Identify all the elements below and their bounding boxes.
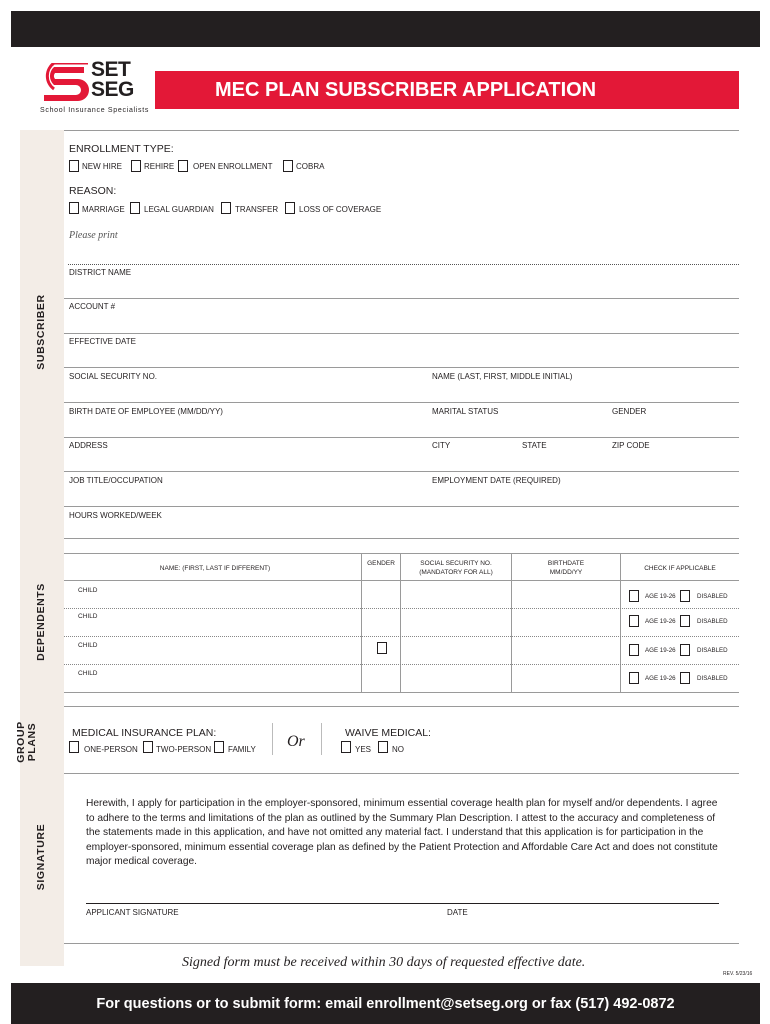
table-row-line	[64, 664, 739, 665]
address-label: ADDRESS	[69, 441, 108, 450]
name-label: NAME (LAST, FIRST, MIDDLE INITIAL)	[432, 372, 573, 381]
child-row-label: CHILD	[78, 587, 98, 594]
checkbox-disabled[interactable]	[680, 590, 690, 602]
checkbox-label: ONE-PERSON	[84, 745, 138, 754]
checkbox-disabled[interactable]	[680, 644, 690, 656]
checkbox-one-person[interactable]	[69, 741, 79, 753]
gender-label: GENDER	[612, 407, 647, 416]
section-label-dependents: DEPENDENTS	[35, 583, 47, 661]
section-label-subscriber: SUBSCRIBER	[35, 294, 47, 370]
address-field[interactable]	[64, 471, 739, 472]
reason-label: REASON:	[69, 185, 117, 197]
logo-text-seg: SEG	[91, 78, 134, 101]
checkbox-age-19-26[interactable]	[629, 672, 639, 684]
checkbox-label: FAMILY	[228, 745, 256, 754]
dep-col-gender: GENDER	[367, 560, 395, 567]
dep-col-birthdate	[512, 559, 620, 577]
form-title: MEC PLAN SUBSCRIBER APPLICATION	[155, 71, 739, 109]
checkbox-two-person[interactable]	[143, 741, 153, 753]
checkbox-waive-no[interactable]	[378, 741, 388, 753]
attestation-paragraph: Herewith, I apply for participation in the employer-sponsored, minimum essential coverage health plan for myself and/or dependents. I agree to adhere to the terms and limitations of the plan as outlined by the Summary Plan Description. I attest to the accuracy and completeness of the statements made in this application, and have not omitted any material fact. I understand that this application is for participation in the employer-sponsored, minimum essential coverage plan as defined by the Patient Protection and Affordable Care Act and does not constitute major medical coverage.	[86, 798, 718, 867]
checkbox-family[interactable]	[214, 741, 224, 753]
disabled-label: DISABLED	[697, 593, 728, 600]
checkbox-label: LOSS OF COVERAGE	[299, 205, 382, 214]
dep-col-birth-line2: MM/DD/YY	[549, 569, 583, 576]
checkbox-gender[interactable]	[377, 642, 387, 654]
checkbox-marriage[interactable]	[69, 202, 79, 214]
dep-col-name: NAME: (FIRST, LAST IF DIFFERENT)	[159, 565, 271, 572]
please-print-note: Please print	[69, 230, 118, 241]
group-plans-line1: GROUP	[15, 721, 27, 763]
checkbox-label: REHIRE	[144, 162, 175, 171]
child-row-label: CHILD	[78, 670, 98, 677]
dep-col-birth-line1: BIRTHDATE	[547, 560, 585, 567]
table-header-line	[64, 580, 739, 581]
revision-label: REV. 5/23/16	[723, 971, 753, 977]
logo-s-mark-icon	[38, 63, 94, 104]
effective-date-label: EFFECTIVE DATE	[69, 337, 136, 346]
section-divider	[64, 773, 739, 774]
signature-line[interactable]	[86, 903, 719, 904]
district-name-field[interactable]	[64, 298, 739, 299]
group-plans-line2: PLANS	[26, 722, 38, 762]
birth-date-label: BIRTH DATE OF EMPLOYEE (MM/DD/YY)	[69, 407, 223, 416]
employment-date-label: EMPLOYMENT DATE (REQUIRED)	[432, 476, 561, 485]
child-row-label: CHILD	[78, 642, 98, 649]
logo-text-set: SET	[91, 58, 131, 81]
birth-marital-field[interactable]	[64, 437, 739, 438]
section-label-signature: SIGNATURE	[35, 823, 47, 891]
dep-col-check: CHECK IF APPLICABLE	[644, 565, 716, 572]
top-bar	[11, 11, 760, 47]
checkbox-waive-yes[interactable]	[341, 741, 351, 753]
tagline: School Insurance Specialists	[40, 107, 150, 114]
checkbox-label: COBRA	[296, 162, 325, 171]
table-row-line	[64, 636, 739, 637]
submission-deadline-note: Signed form must be received within 30 days of requested effective date.	[182, 955, 586, 970]
checkbox-new-hire[interactable]	[69, 160, 79, 172]
age-label: AGE 19-26	[645, 618, 676, 625]
district-name-label: DISTRICT NAME	[69, 268, 132, 277]
checkbox-label: TWO-PERSON	[156, 745, 212, 754]
field-line	[68, 264, 739, 265]
footer-contact-text: For questions or to submit form: email enrollment@setseg.org or fax (517) 492-0872	[96, 995, 675, 1012]
checkbox-open-enrollment[interactable]	[178, 160, 188, 172]
table-divider	[361, 553, 362, 693]
checkbox-age-19-26[interactable]	[629, 590, 639, 602]
checkbox-label: OPEN ENROLLMENT	[193, 162, 273, 171]
dep-col-ssn-line2: (MANDATORY FOR ALL)	[419, 569, 493, 576]
account-label: ACCOUNT #	[69, 302, 116, 311]
checkbox-legal-guardian[interactable]	[130, 202, 140, 214]
city-label: CITY	[432, 441, 451, 450]
checkbox-label: NO	[392, 745, 404, 754]
or-text: Or	[287, 733, 305, 750]
ssn-label: SOCIAL SECURITY NO.	[69, 372, 158, 381]
or-divider-right	[321, 723, 322, 755]
ssn-name-field[interactable]	[64, 402, 739, 403]
job-field[interactable]	[64, 506, 739, 507]
or-divider-left	[272, 723, 273, 755]
marital-status-label: MARITAL STATUS	[432, 407, 499, 416]
checkbox-label: TRANSFER	[235, 205, 279, 214]
zip-label: ZIP CODE	[612, 441, 650, 450]
effective-date-field[interactable]	[64, 367, 739, 368]
child-row-label: CHILD	[78, 613, 98, 620]
checkbox-disabled[interactable]	[680, 672, 690, 684]
applicant-signature-label: APPLICANT SIGNATURE	[86, 908, 179, 917]
section-label-group-plans	[16, 712, 38, 772]
hours-label: HOURS WORKED/WEEK	[69, 511, 162, 520]
checkbox-label: LEGAL GUARDIAN	[144, 205, 214, 214]
table-row-line	[64, 608, 739, 609]
checkbox-label: YES	[355, 745, 372, 754]
checkbox-disabled[interactable]	[680, 615, 690, 627]
waive-medical-label: WAIVE MEDICAL:	[345, 727, 431, 739]
age-label: AGE 19-26	[645, 593, 676, 600]
dep-col-ssn	[401, 559, 511, 577]
enrollment-type-label: ENROLLMENT TYPE:	[69, 143, 174, 155]
disabled-label: DISABLED	[697, 647, 728, 654]
state-label: STATE	[522, 441, 547, 450]
disabled-label: DISABLED	[697, 675, 728, 682]
table-divider	[620, 553, 621, 693]
checkbox-cobra[interactable]	[283, 160, 293, 172]
dep-col-ssn-line1: SOCIAL SECURITY NO.	[420, 560, 492, 567]
disabled-label: DISABLED	[697, 618, 728, 625]
job-title-label: JOB TITLE/OCCUPATION	[69, 476, 163, 485]
section-divider	[64, 706, 739, 707]
checkbox-age-19-26[interactable]	[629, 615, 639, 627]
section-divider	[64, 943, 739, 944]
age-label: AGE 19-26	[645, 675, 676, 682]
medical-plan-label: MEDICAL INSURANCE PLAN:	[72, 727, 217, 739]
checkbox-loss-of-coverage[interactable]	[285, 202, 295, 214]
date-label: DATE	[447, 908, 468, 917]
checkbox-transfer[interactable]	[221, 202, 231, 214]
account-field[interactable]	[64, 333, 739, 334]
checkbox-rehire[interactable]	[131, 160, 141, 172]
checkbox-label: NEW HIRE	[82, 162, 122, 171]
checkbox-label: MARRIAGE	[82, 205, 125, 214]
checkbox-age-19-26[interactable]	[629, 644, 639, 656]
age-label: AGE 19-26	[645, 647, 676, 654]
section-divider	[64, 130, 739, 131]
hours-field[interactable]	[64, 538, 739, 539]
